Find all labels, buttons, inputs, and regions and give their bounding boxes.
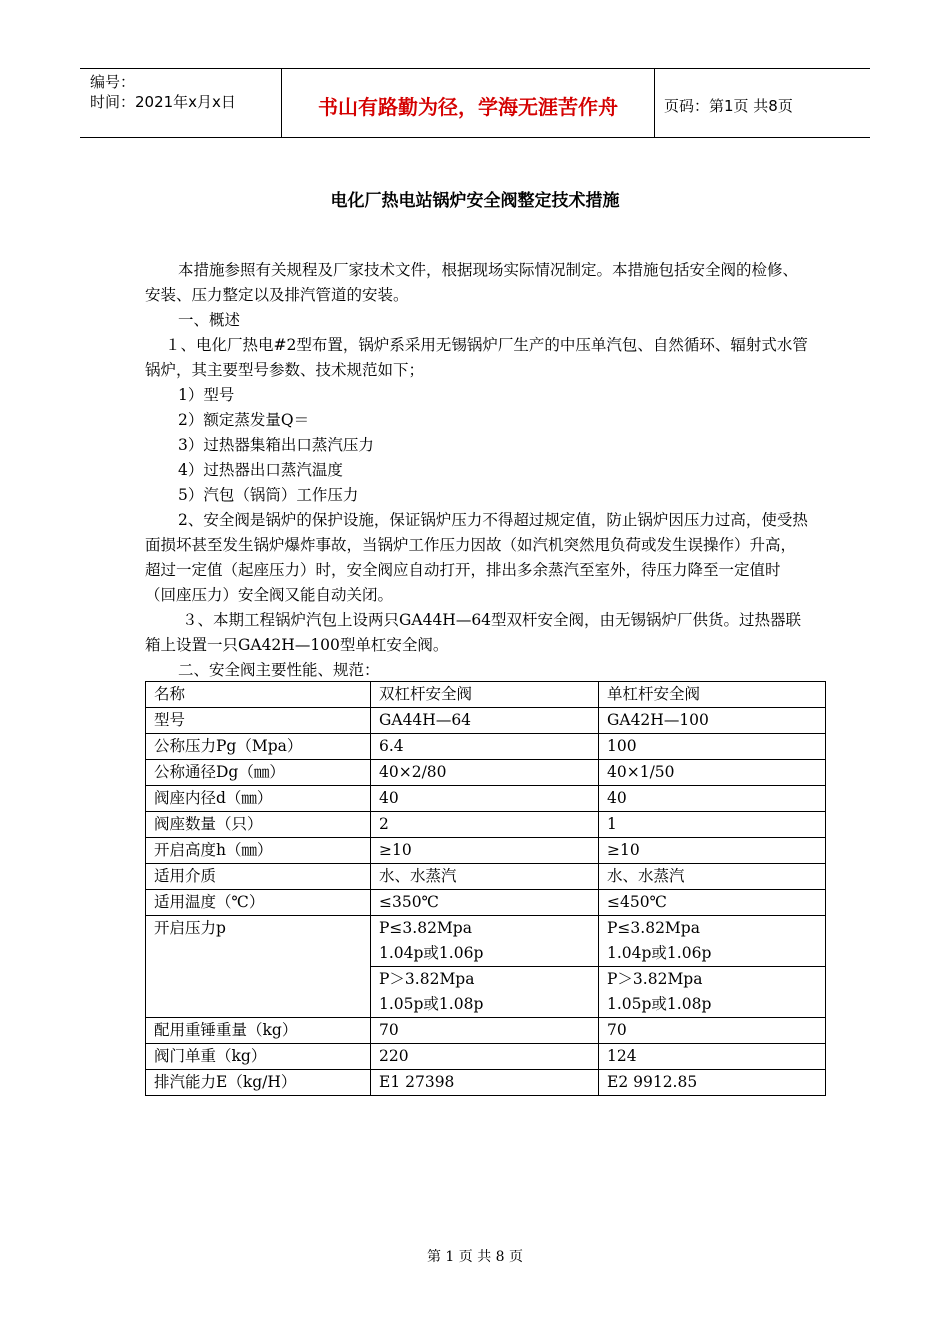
table-cell: GA44H—64 xyxy=(371,708,599,734)
cell-line: P≤3.82Mpa xyxy=(607,919,700,937)
table-cell: 公称压力Pg（Mpa） xyxy=(146,734,371,760)
intro-paragraph: 本措施参照有关规程及厂家技术文件，根据现场实际情况制定。本措施包括安全阀的检修、安装、压力整定以及排汽管道的安装。 xyxy=(145,261,799,304)
table-row xyxy=(146,890,826,916)
table-cell: 开启压力p xyxy=(146,916,371,1018)
cell-line: P＞3.82Mpa xyxy=(379,970,475,988)
table-cell: 适用介质 xyxy=(146,864,371,890)
cell-line: 1.05p或1.08p xyxy=(379,995,484,1013)
table-cell: 2 xyxy=(371,812,599,838)
spec-item-drum-pressure: 5）汽包（锅筒）工作压力 xyxy=(178,486,359,504)
table-cell: 型号 xyxy=(146,708,371,734)
overview-paragraph-2: 2、安全阀是锅炉的保护设施，保证锅炉压力不得超过规定值，防止锅炉因压力过高，使受热面损坏甚至发生锅炉爆炸事故，当锅炉工作压力因故（如汽机突然甩负荷或发生误操作）升高，超过一定值（起座压力）时，安全阀应自动打开，排出多余蒸汽至室外，待压力降至一定值时（回座压力）安全阀又能自动关闭。 xyxy=(145,511,808,604)
table-cell: 适用温度（℃） xyxy=(146,890,371,916)
header-page-info: 页码：第1页 共8页 xyxy=(664,97,793,115)
table-cell: 100 xyxy=(599,734,826,760)
header-meta xyxy=(80,69,281,137)
table-cell: 排汽能力E（kg/H） xyxy=(146,1070,371,1096)
spec-item-evaporation: 2）额定蒸发量Q＝ xyxy=(178,411,310,429)
cell-line: P＞3.82Mpa xyxy=(607,970,703,988)
table-cell: 70 xyxy=(371,1018,599,1044)
header-motto-cell xyxy=(281,69,655,137)
table-cell: ≥10 xyxy=(599,838,826,864)
table-cell: 开启高度h（㎜） xyxy=(146,838,371,864)
spec-item-steam-temperature: 4）过热器出口蒸汽温度 xyxy=(178,461,343,479)
section-heading-overview: 一、概述 xyxy=(178,311,241,329)
cell-line: 1.04p或1.06p xyxy=(607,944,712,962)
header-motto: 书山有路勤为径，学海无涯苦作舟 xyxy=(318,95,618,119)
document-time: 时间：2021年x月x日 xyxy=(90,93,236,111)
table-row xyxy=(146,838,826,864)
table-row xyxy=(146,1018,826,1044)
table-cell: 220 xyxy=(371,1044,599,1070)
table-row xyxy=(146,786,826,812)
table-cell xyxy=(599,916,826,967)
document-number: 编号： xyxy=(90,73,136,91)
table-cell: 阀座内径d（㎜） xyxy=(146,786,371,812)
table-row xyxy=(146,708,826,734)
cell-line: 1.04p或1.06p xyxy=(379,944,484,962)
table-cell xyxy=(371,916,599,967)
page-footer: 第 1 页 共 8 页 xyxy=(426,1249,524,1265)
table-cell: 40 xyxy=(371,786,599,812)
table-cell: 水、水蒸汽 xyxy=(371,864,599,890)
table-cell: ≥10 xyxy=(371,838,599,864)
table-cell: 配用重锤重量（kg） xyxy=(146,1018,371,1044)
table-row xyxy=(146,760,826,786)
section-heading-specs: 二、安全阀主要性能、规范： xyxy=(178,661,380,679)
table-cell: E1 27398 xyxy=(371,1070,599,1096)
table-cell: 阀门单重（kg） xyxy=(146,1044,371,1070)
table-row xyxy=(146,1044,826,1070)
cell-line: P≤3.82Mpa xyxy=(379,919,472,937)
table-cell: 40×1/50 xyxy=(599,760,826,786)
table-row xyxy=(146,734,826,760)
spec-item-model: 1）型号 xyxy=(178,386,235,404)
table-cell: 1 xyxy=(599,812,826,838)
valve-spec-table xyxy=(145,681,826,1096)
page-header xyxy=(80,68,870,138)
table-cell: 40×2/80 xyxy=(371,760,599,786)
table-cell: ≤350℃ xyxy=(371,890,599,916)
table-cell: 阀座数量（只） xyxy=(146,812,371,838)
table-cell: 124 xyxy=(599,1044,826,1070)
table-cell: 水、水蒸汽 xyxy=(599,864,826,890)
overview-paragraph-1: １、电化厂热电#2型布置，锅炉系采用无锡锅炉厂生产的中压单汽包、自然循环、辐射式水管锅炉，其主要型号参数、技术规范如下； xyxy=(145,336,808,379)
table-header-cell: 双杠杆安全阀 xyxy=(371,682,599,708)
table-row xyxy=(146,916,826,967)
table-cell: GA42H—100 xyxy=(599,708,826,734)
table-cell: 6.4 xyxy=(371,734,599,760)
table-row xyxy=(146,864,826,890)
table-cell: 70 xyxy=(599,1018,826,1044)
cell-line: 1.05p或1.08p xyxy=(607,995,712,1013)
table-cell: ≤450℃ xyxy=(599,890,826,916)
table-cell xyxy=(599,967,826,1018)
header-page-cell xyxy=(654,69,870,137)
table-row xyxy=(146,1070,826,1096)
document-title: 电化厂热电站锅炉安全阀整定技术措施 xyxy=(330,191,620,211)
table-cell xyxy=(371,967,599,1018)
table-row xyxy=(146,812,826,838)
table-cell: 40 xyxy=(599,786,826,812)
table-header-row xyxy=(146,682,826,708)
table-cell: 公称通径Dg（㎜） xyxy=(146,760,371,786)
table-header-cell: 单杠杆安全阀 xyxy=(599,682,826,708)
table-header-cell: 名称 xyxy=(146,682,371,708)
spec-item-header-pressure: 3）过热器集箱出口蒸汽压力 xyxy=(178,436,374,454)
table-cell: E2 9912.85 xyxy=(599,1070,826,1096)
overview-paragraph-3: ３、本期工程锅炉汽包上设两只GA44H—64型双杆安全阀，由无锡锅炉厂供货。过热器联箱上设置一只GA42H—100型单杠安全阀。 xyxy=(145,611,802,654)
